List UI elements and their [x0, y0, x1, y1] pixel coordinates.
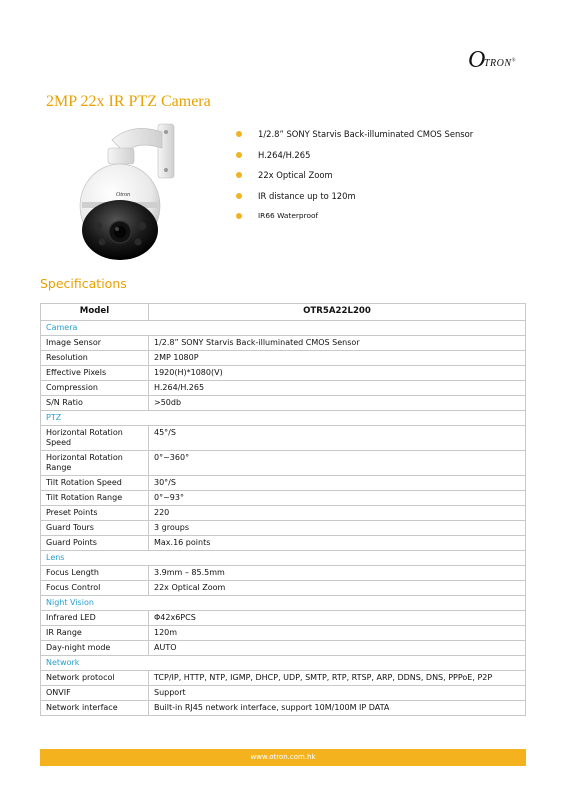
- bullet-icon: [236, 193, 242, 199]
- specifications-heading: Specifications: [40, 276, 127, 291]
- spec-value: Φ42x6PCS: [149, 611, 526, 626]
- bullet-icon: [236, 213, 242, 219]
- logo-initial: O: [468, 47, 486, 73]
- table-row: [41, 626, 526, 641]
- feature-item: H.264/H.265: [232, 149, 473, 170]
- spec-value: 0°~360°: [149, 451, 526, 476]
- spec-value: 0°~93°: [149, 491, 526, 506]
- section-row: [41, 656, 526, 671]
- header-label: Model: [41, 304, 149, 321]
- spec-label: Preset Points: [41, 506, 149, 521]
- bullet-icon: [236, 152, 242, 158]
- table-row: [41, 641, 526, 656]
- table-row: [41, 521, 526, 536]
- table-header-row: [41, 304, 526, 321]
- table-row: [41, 491, 526, 506]
- footer-url: www.otron.com.hk: [250, 753, 316, 761]
- spec-value: TCP/IP, HTTP, NTP, IGMP, DHCP, UDP, SMTP, RTP, RTSP, ARP, DDNS, DNS, PPPoE, P2P: [149, 671, 526, 686]
- feature-item: IR66 Waterproof: [232, 210, 473, 231]
- table-row: [41, 381, 526, 396]
- section-title: Night Vision: [41, 596, 526, 611]
- table-row: [41, 536, 526, 551]
- spec-label: Resolution: [41, 351, 149, 366]
- section-title: Network: [41, 656, 526, 671]
- bullet-icon: [236, 172, 242, 178]
- spec-label: Guard Tours: [41, 521, 149, 536]
- section-row: [41, 551, 526, 566]
- table-row: [41, 611, 526, 626]
- spec-label: Network protocol: [41, 671, 149, 686]
- table-row: [41, 701, 526, 716]
- spec-value: 120m: [149, 626, 526, 641]
- spec-value: 30°/S: [149, 476, 526, 491]
- table-row: [41, 366, 526, 381]
- spec-label: S/N Ratio: [41, 396, 149, 411]
- feature-item: 22x Optical Zoom: [232, 169, 473, 190]
- spec-value: H.264/H.265: [149, 381, 526, 396]
- section-row: [41, 596, 526, 611]
- section-title: PTZ: [41, 411, 526, 426]
- spec-label: Day-night mode: [41, 641, 149, 656]
- spec-label: IR Range: [41, 626, 149, 641]
- table-row: [41, 351, 526, 366]
- table-row: [41, 671, 526, 686]
- table-row: [41, 426, 526, 451]
- logo-registered-mark: ®: [511, 58, 516, 64]
- footer-bar: [40, 749, 526, 766]
- brand-logo: [468, 48, 530, 74]
- spec-value: 1920(H)*1080(V): [149, 366, 526, 381]
- svg-text:Otron: Otron: [116, 192, 131, 198]
- spec-value: Max.16 points: [149, 536, 526, 551]
- spec-label: Tilt Rotation Range: [41, 491, 149, 506]
- header-model: OTR5A22L200: [149, 304, 526, 321]
- spec-label: Compression: [41, 381, 149, 396]
- table-row: [41, 451, 526, 476]
- spec-label: Horizontal Rotation Speed: [41, 426, 149, 451]
- table-row: [41, 686, 526, 701]
- section-row: [41, 321, 526, 336]
- spec-value: 3.9mm – 85.5mm: [149, 566, 526, 581]
- spec-value: 45°/S: [149, 426, 526, 451]
- spec-label: Focus Control: [41, 581, 149, 596]
- feature-list: [232, 128, 473, 231]
- product-title: 2MP 22x IR PTZ Camera: [46, 93, 211, 110]
- spec-value: 220: [149, 506, 526, 521]
- section-title: Lens: [41, 551, 526, 566]
- ptz-camera-image: [72, 118, 192, 266]
- spec-label: Image Sensor: [41, 336, 149, 351]
- table-row: [41, 566, 526, 581]
- spec-label: Focus Length: [41, 566, 149, 581]
- spec-value: 1/2.8” SONY Starvis Back-illuminated CMOS Sensor: [149, 336, 526, 351]
- feature-item: 1/2.8” SONY Starvis Back-illuminated CMOS Sensor: [232, 128, 473, 149]
- feature-item: IR distance up to 120m: [232, 190, 473, 211]
- spec-label: Infrared LED: [41, 611, 149, 626]
- spec-label: Network interface: [41, 701, 149, 716]
- spec-label: Effective Pixels: [41, 366, 149, 381]
- table-row: [41, 476, 526, 491]
- spec-value: 2MP 1080P: [149, 351, 526, 366]
- spec-value: Built-in RJ45 network interface, support 10M/100M IP DATA: [149, 701, 526, 716]
- table-row: [41, 581, 526, 596]
- table-row: [41, 396, 526, 411]
- table-row: [41, 336, 526, 351]
- spec-value: Support: [149, 686, 526, 701]
- spec-label: Horizontal Rotation Range: [41, 451, 149, 476]
- section-title: Camera: [41, 321, 526, 336]
- spec-label: Tilt Rotation Speed: [41, 476, 149, 491]
- spec-value: AUTO: [149, 641, 526, 656]
- spec-value: 22x Optical Zoom: [149, 581, 526, 596]
- section-row: [41, 411, 526, 426]
- spec-value: 3 groups: [149, 521, 526, 536]
- bullet-icon: [236, 131, 242, 137]
- spec-label: ONVIF: [41, 686, 149, 701]
- spec-label: Guard Points: [41, 536, 149, 551]
- spec-value: >50db: [149, 396, 526, 411]
- table-row: [41, 506, 526, 521]
- specifications-table: [40, 303, 526, 716]
- logo-text: TRON: [484, 58, 512, 69]
